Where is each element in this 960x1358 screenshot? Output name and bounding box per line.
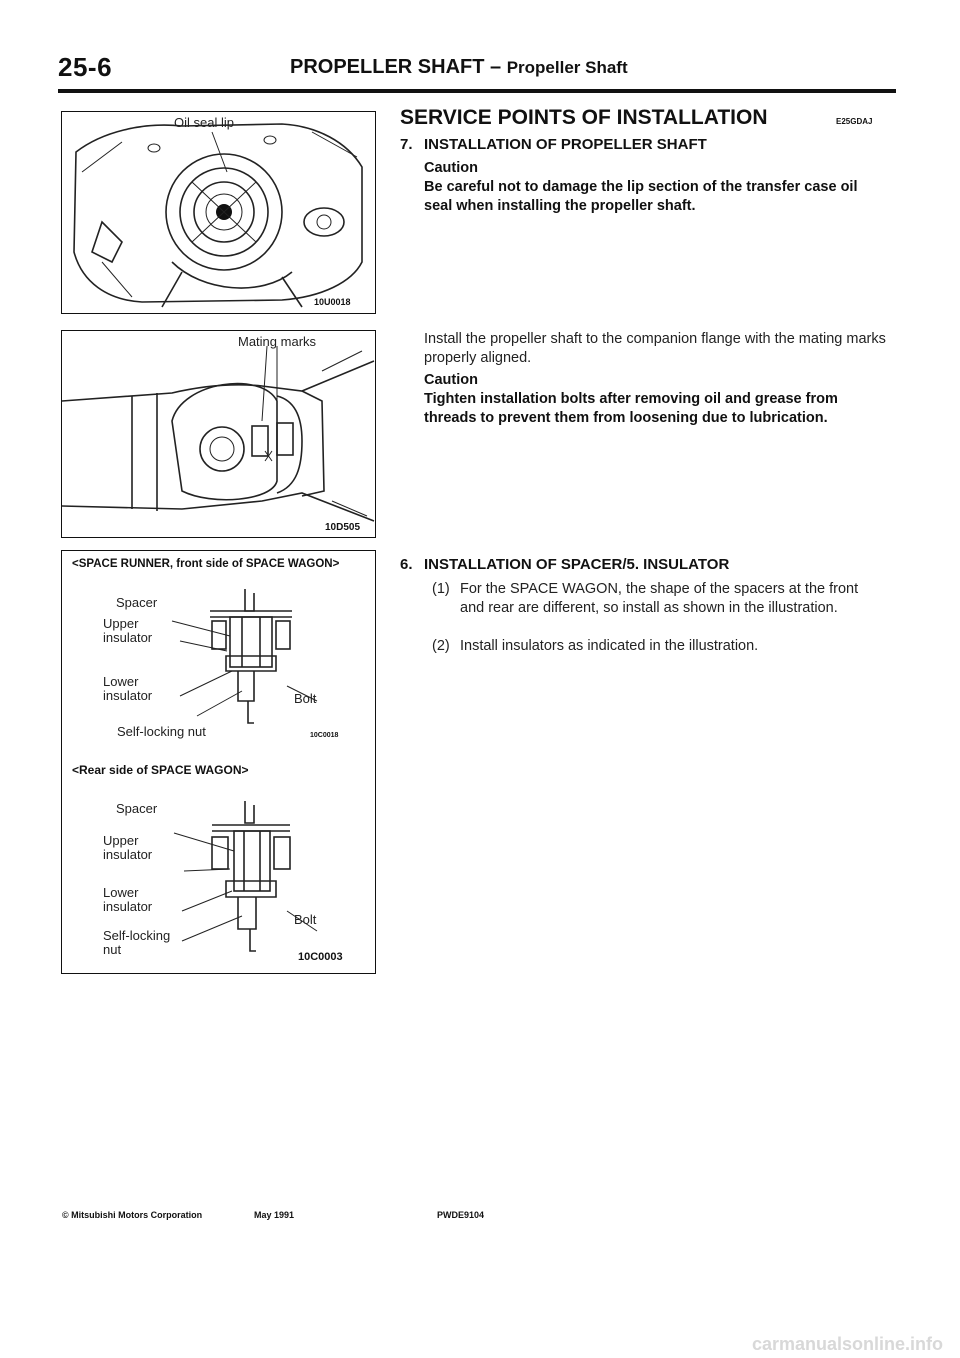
item-2-text: Install insulators as indicated in the illustration. <box>460 638 759 654</box>
figure-code: 10D505 <box>325 522 361 533</box>
caution-text: Be careful not to damage the lip section of the transfer case oil seal when installing the propeller shaft. <box>424 179 858 214</box>
step-7-title: INSTALLATION OF PROPELLER SHAFT <box>424 136 707 153</box>
figure-code: 10C0003 <box>298 951 343 963</box>
lower-insulator-label: Lower insulator <box>103 674 153 703</box>
step-6-title: INSTALLATION OF SPACER/5. INSULATOR <box>424 556 730 573</box>
mating-marks-label: Mating marks <box>238 334 317 349</box>
step-6-number: 6. <box>400 556 413 573</box>
rear-assembly <box>174 801 317 951</box>
section-title: SERVICE POINTS OF INSTALLATION <box>400 106 768 129</box>
rear-figure-heading: <Rear side of SPACE WAGON> <box>72 763 249 777</box>
header-rule <box>58 89 896 93</box>
self-locking-nut-label: Self-locking nut <box>117 724 206 739</box>
oil-seal-lip-label: Oil seal lip <box>174 115 234 130</box>
caution-label: Caution <box>424 160 478 176</box>
page-number: 25-6 <box>58 52 113 82</box>
figure-oil-seal <box>61 111 376 314</box>
title-main: PROPELLER SHAFT <box>290 56 485 78</box>
caution-text: Tighten installation bolts after removing oil and grease from threads to prevent them from loosening due to lubrication. <box>424 391 838 426</box>
oil-seal-illustration <box>62 112 375 313</box>
footer-doc-code: PWDE9104 <box>437 1210 485 1220</box>
footer-date: May 1991 <box>254 1210 295 1220</box>
front-figure-heading: <SPACE RUNNER, front side of SPACE WAGON> <box>72 558 340 570</box>
figure-spacer-insulator <box>61 550 376 974</box>
footer-copyright: © Mitsubishi Motors Corporation <box>62 1210 203 1220</box>
upper-insulator-label: Upper insulator <box>103 616 153 645</box>
item-1-number: (1) <box>432 581 450 597</box>
title-sub: Propeller Shaft <box>506 58 628 77</box>
watermark: carmanualsonline.info <box>752 1334 944 1354</box>
lower-insulator-label: Lower insulator <box>103 885 153 914</box>
bolt-label: Bolt <box>294 912 317 927</box>
bolt-label: Bolt <box>294 691 317 706</box>
figure-code: 10U0018 <box>314 297 351 307</box>
spacer-label: Spacer <box>116 801 158 816</box>
step-7-number: 7. <box>400 136 413 153</box>
item-1-text: For the SPACE WAGON, the shape of the spacers at the front and rear are different, so install as shown in the illustration. <box>460 581 859 616</box>
spacer-label: Spacer <box>116 595 158 610</box>
upper-insulator-label: Upper insulator <box>103 833 153 862</box>
section-code: E25GDAJ <box>836 117 873 126</box>
caution-label: Caution <box>424 372 478 388</box>
figure-code: 10C0018 <box>310 732 339 739</box>
figure-mating-marks <box>61 330 376 538</box>
page-title: PROPELLER SHAFT – Propeller Shaft <box>290 56 628 78</box>
mating-body-text: Install the propeller shaft to the companion flange with the mating marks properly aligned. <box>424 331 886 366</box>
self-locking-nut-label: Self-locking nut <box>103 928 171 957</box>
mating-marks-illustration <box>62 331 375 537</box>
item-2-number: (2) <box>432 638 450 654</box>
